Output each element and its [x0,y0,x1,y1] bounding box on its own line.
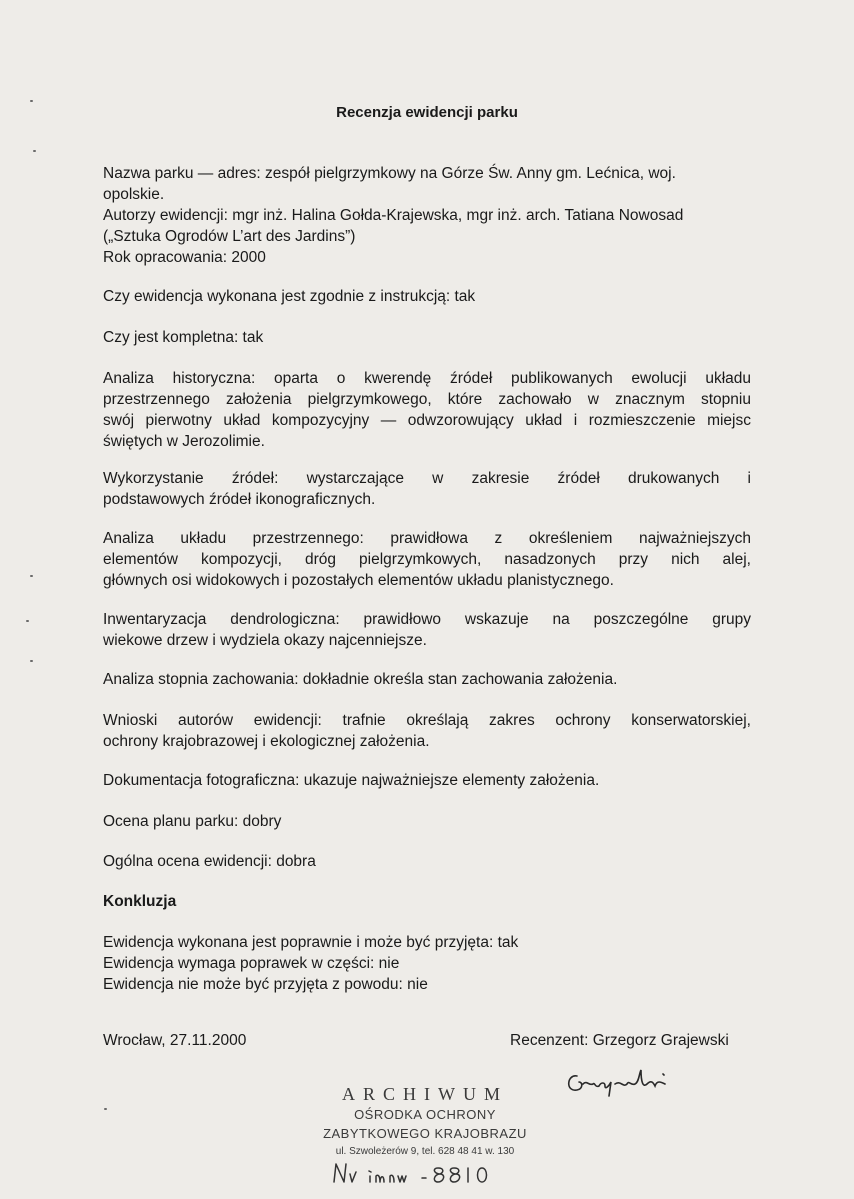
scan-speck [30,660,33,662]
paragraph-line: Wykorzystanie źródeł: wystarczające w zakresie źródeł drukowanych i [103,470,751,487]
sources-paragraph [103,468,751,510]
historical-analysis-paragraph [103,368,751,452]
paragraph-line: świętych w Jerozolimie. [103,433,265,450]
paragraph-line: wiekowe drzew i wydziela okazy najcenniejsze. [103,632,427,649]
dendrology-paragraph [103,609,751,651]
paragraph-line: swój pierwotny układ kompozycyjny — odwzorowujący układ i rozmieszczenie miejsc [103,412,751,429]
park-name-line: opolskie. [103,186,165,203]
stamp-line: ARCHIWUM [342,1084,508,1104]
authors-line: („Sztuka Ogrodów L’art des Jardins”) [103,228,356,245]
park-name-line: Nazwa parku — adres: zespół pielgrzymkowy na Górze Św. Anny gm. Lećnica, woj. [103,165,676,182]
scan-speck [26,620,29,622]
conclusion-section [103,932,751,995]
scan-speck [30,100,33,102]
scan-speck [30,575,33,577]
stamp-address: ul. Szwoleżerów 9, tel. 628 48 41 w. 130 [335,1146,515,1157]
reviewer-name: Recenzent: Grzegorz Grajewski [510,1032,729,1049]
handwritten-inventory-number [330,1158,500,1190]
conclusion-line: Ewidencja nie może być przyjęta z powodu: nie [103,976,428,993]
conclusion-heading: Konkluzja [103,893,177,910]
overall-rating-line: Ogólna ocena ewidencji: dobra [103,853,316,870]
document-title: Recenzja ewidencji parku [336,104,518,121]
park-info-section [103,163,751,268]
completeness-line: Czy jest kompletna: tak [103,329,264,346]
paragraph-line: elementów kompozycji, dróg pielgrzymkowych, nasadzonych przy nich alej, [103,551,751,568]
handwritten-signature [565,1062,685,1102]
place-and-date: Wrocław, 27.11.2000 [103,1032,247,1049]
paragraph-line: Analiza układu przestrzennego: prawidłowa z określeniem najważniejszych [103,530,751,547]
photo-documentation-line: Dokumentacja fotograficzna: ukazuje najważniejsze elementy założenia. [103,772,600,789]
instruction-line: Czy ewidencja wykonana jest zgodnie z instrukcją: tak [103,288,476,305]
paragraph-line: Analiza historyczna: oparta o kwerendę źródeł publikowanych ewolucji układu [103,370,751,387]
conclusion-line: Ewidencja wykonana jest poprawnie i może być przyjęta: tak [103,934,519,951]
year-line: Rok opracowania: 2000 [103,249,266,266]
paragraph-line: ochrony krajobrazowej i ekologicznej założenia. [103,733,430,750]
preservation-line: Analiza stopnia zachowania: dokładnie określa stan zachowania założenia. [103,671,618,688]
paragraph-line: Wnioski autorów ewidencji: trafnie określają zakres ochrony konserwatorskiej, [103,712,751,729]
archive-stamp [280,1083,570,1160]
conclusion-line: Ewidencja wymaga poprawek w części: nie [103,955,400,972]
paragraph-line: podstawowych źródeł ikonograficznych. [103,491,376,508]
authors-conclusions-paragraph [103,710,751,752]
paragraph-line: głównych osi widokowych i pozostałych elementów układu planistycznego. [103,572,614,589]
stamp-line: ZABYTKOWEGO KRAJOBRAZU [323,1126,527,1141]
scan-speck [104,1108,107,1110]
plan-rating-line: Ocena planu parku: dobry [103,813,282,830]
paragraph-line: przestrzennego założenia pielgrzymkowego, które zachowało w znacznym stopniu [103,391,751,408]
authors-line: Autorzy ewidencji: mgr inż. Halina Gołda-Krajewska, mgr inż. arch. Tatiana Nowosad [103,207,684,224]
paragraph-line: Inwentaryzacja dendrologiczna: prawidłowo wskazuje na poszczególne grupy [103,611,751,628]
scan-speck [33,150,36,152]
spatial-analysis-paragraph [103,528,751,591]
stamp-line: OŚRODKA OCHRONY [354,1107,496,1122]
